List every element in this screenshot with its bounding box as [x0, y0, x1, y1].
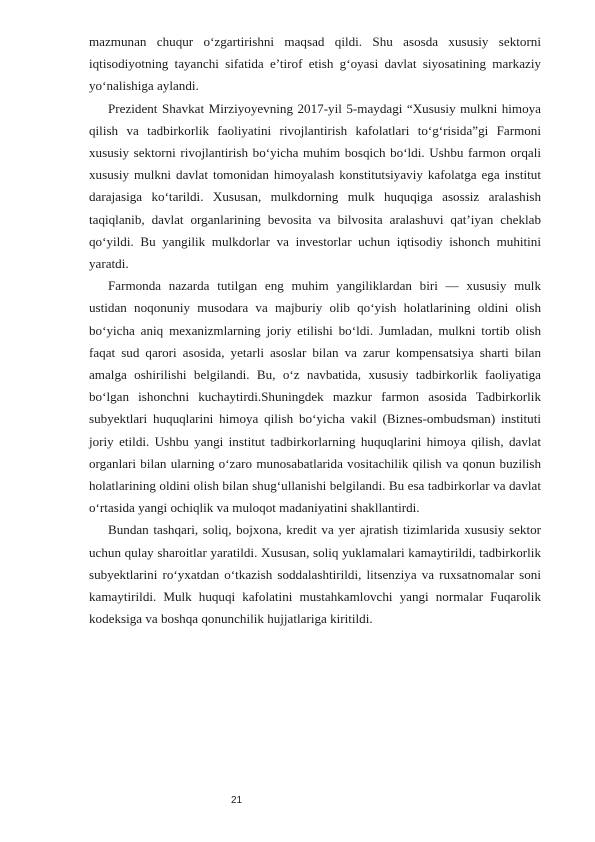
- paragraph-decree: Prezident Shavkat Mirziyoyevning 2017-yil 5-maydagi “Xususiy mulkni himoya qilish va tadbirkorlik faoliyatini rivojlantirish kafolatlari to‘g‘risida”gi Farmoni xususiy sektorni rivojlantirish bo‘yicha muhim bosqich bo‘ldi. Ushbu farmon orqali xususiy mulkni davlat tomonidan himoyalash konstitutsiyaviy kafolatga ega institut darajasiga ko‘tarildi. Xususan, mulkdorning mulk huquqiga asossiz aralashish taqiqlanib, davlat organlarining bevosita va bilvosita aralashuvi qat’iyan cheklab qo‘yildi. Bu yangilik mulkdorlar va investorlar uchun iqtisodiy ishonch muhitini yaratdi.: [89, 100, 541, 272]
- paragraph-innovations: Farmonda nazarda tutilgan eng muhim yangiliklardan biri — xususiy mulk ustidan noqonuniy musodara va majburiy olib qo‘yish holatlarining oldini olish bo‘yicha aniq mexanizmlarning joriy etilishi bo‘ldi. Jumladan, mulkni tortib olish faqat sud qarori asosida, yetarli asoslar bilan va zarur kompensatsiya sharti bilan amalga oshirilishi belgilandi. Bu, o‘z navbatida, xususiy tadbirkorlik faoliyatiga bo‘lgan ishonchni kuchaytirdi.Shuningdek mazkur farmon asosida Tadbirkorlik subyektlari huquqlarini himoya qilish bo‘yicha vakil (Biznes-ombudsman) instituti joriy etildi. Ushbu yangi institut tadbirkorlarning huquqlarini himoya qilish, davlat organlari bilan ularning o‘zaro munosabatlarida vositachilik qilish va qonun buzilish holatlarining oldini olish bilan shug‘ullanishi belgilandi. Bu esa tadbirkorlar va davlat o‘rtasida yangi ochiqlik va muloqot madaniyatini shakllantirdi.: [89, 278, 541, 516]
- page-number: 21: [231, 795, 243, 806]
- paragraph-continuation: mazmunan chuqur o‘zgartirishni maqsad qildi. Shu asosda xususiy sektorni iqtisodiyotning tayanchi sifatida e’tirof etish g‘oyasi davlat siyosatining markaziy yo‘nalishiga aylandi.: [89, 34, 541, 94]
- paragraph-conditions: Bundan tashqari, soliq, bojxona, kredit va yer ajratish tizimlarida xususiy sektor uchun qulay sharoitlar yaratildi. Xususan, soliq yuklamalari kamaytirildi, tadbirkorlik subyektlarini ro‘yxatdan o‘tkazish soddalashtirildi, litsenziya va ruxsatnomalar soni kamaytirildi. Mulk huquqi kafolatini mustahkamlovchi yangi normalar Fuqarolik kodeksiga va boshqa qonunchilik hujjatlariga kiritildi.: [89, 522, 541, 627]
- document-body: [89, 31, 541, 630]
